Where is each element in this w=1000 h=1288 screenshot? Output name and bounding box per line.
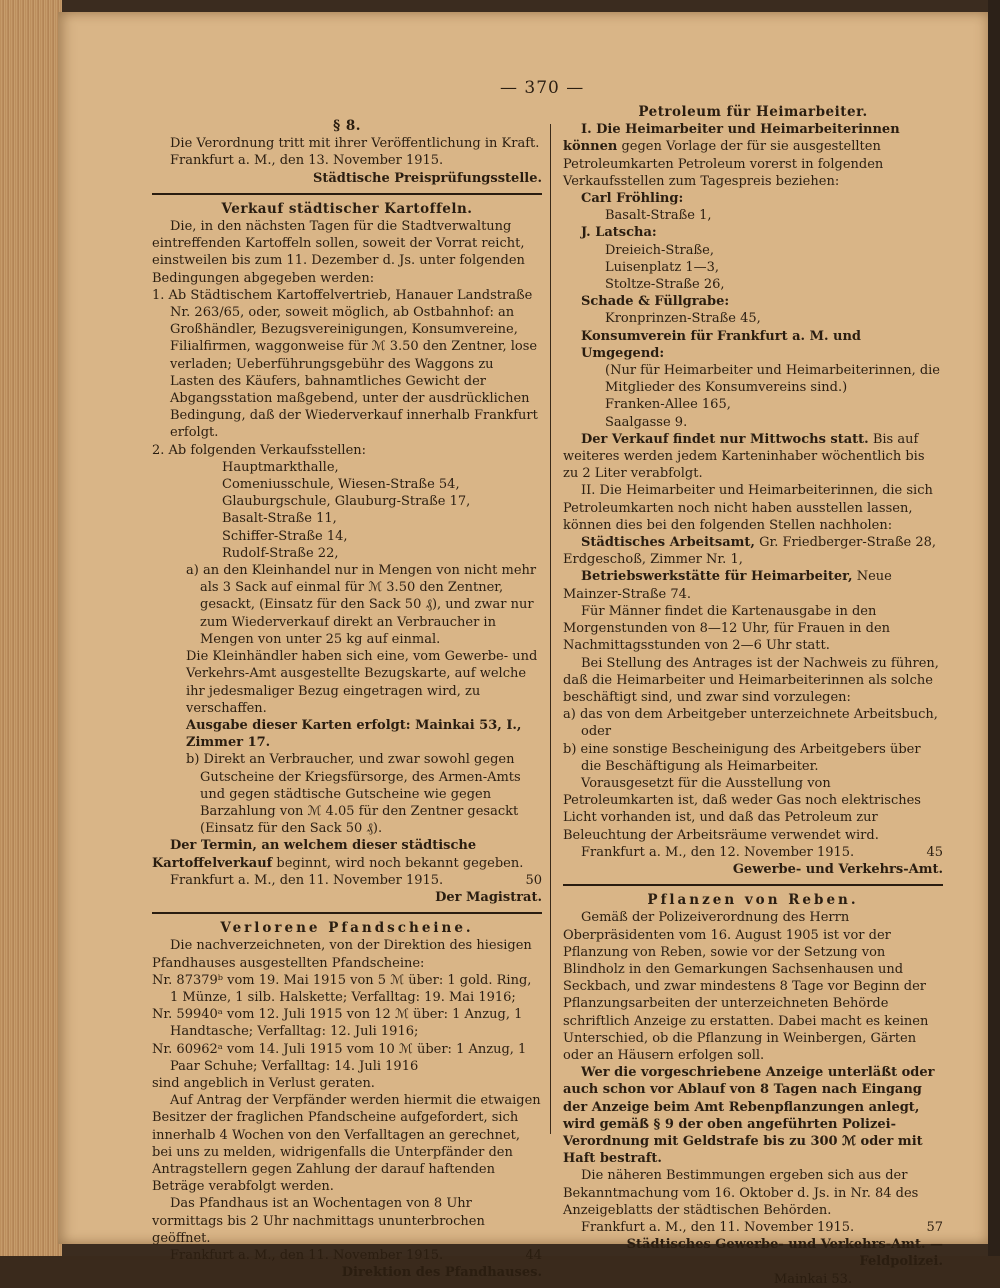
section-8-place-date: Frankfurt a. M., den 13. November 1915. [170,153,444,169]
petroleum-firm: Schade & Füllgrabe: [581,294,730,310]
kartoffeln-footer [152,872,542,889]
petroleum-option-a: a) das von dem Arbeitgeber unterzeichnete Arbeitsbuch, [563,707,938,723]
petroleum-firm: Carl Fröhling: [581,191,684,207]
petroleum-address: Saalgasse 9. [605,414,688,430]
kartoffeln-item-b: b) Direkt an Verbraucher, und zwar sowohl gegen Gutscheine der Kriegsfürsorge, des Armen-Amts und gegen städtische Gutscheine wie gegen Barzahlung von ℳ 4.05 für den Zentner gesackt (Einsatz für den Sack 50 ₰). [186,752,521,837]
petroleum-p1-rest: gegen Vorlage der für sie ausgestellten Petroleumkarten Petroleum vorerst in folgenden Verkaufsstellen zum Tagespreis beziehen: [563,139,884,189]
reben-place-date: Frankfurt a. M., den 11. November 1915. [581,1220,855,1235]
petroleum-p1-bold: I. Die Heimarbeiter und Heimarbeiterinnen können [563,122,900,155]
petroleum-stelle1-bold: Städtisches Arbeitsamt, [581,535,755,551]
pfandscheine-intro: Die nachverzeichneten, von der Direktion des hiesigen Pfandhauses ausgestellten Pfandscheine: [152,938,532,971]
petroleum-address: Luisenplatz 1—3, [605,259,720,275]
verkaufsstelle: Comeniusschule, Wiesen-Straße 54, [222,477,460,493]
scan-right-border [988,0,1000,1256]
pfandschein-entry: Nr. 60962ᵃ vom 14. Juli 1915 vom 10 ℳ über: 1 Anzug, 1 Paar Schuhe; Verfalltag: 14. Juli 1916 [152,1041,527,1074]
pfandscheine-antrag: Auf Antrag der Verpfänder werden hiermit die etwaigen Besitzer der fraglichen Pfandscheine aufgefordert, sich innerhalb 4 Wochen von den Verfalltagen an gerechnet, bei uns zu melden, widrigenfalls die Unterpfänder den Antragstellern gegen Zahlung der darauf haftenden Beträge verabfolgt werden. [152,1093,541,1195]
kartoffeln-place-date: Frankfurt a. M., den 11. November 1915. [170,872,444,888]
petroleum-address: (Nur für Heimarbeiter und Heimarbeiterinnen, die Mitglieder des Konsumvereins sind.) [605,363,941,396]
reben-footer [563,1219,943,1236]
verkaufsstelle: Schiffer-Straße 14, [222,528,348,544]
page-number: — 370 — [500,78,585,98]
kartoffeln-item-a-note: Die Kleinhändler haben sich eine, vom Gewerbe- und Verkehrs-Amt ausgestellte Bezugskarte, auf welche ihr jedesmaliger Bezug eingetragen wird, zu verschaffen. [186,649,538,716]
reben-p3: Die näheren Bestimmungen ergeben sich aus der Bekanntmachung vom 16. Oktober d. Js. in Nr. 84 des Anzeigeblatts der städtischen Behörden. [563,1168,919,1218]
column-divider [550,124,551,1134]
right-column [563,104,943,1288]
petroleum-signature: Gewerbe- und Verkehrs-Amt. [732,861,943,877]
kartoffeln-signature: Der Magistrat. [435,889,542,905]
petroleum-mittwochs-rest: Bis auf weiteres werden jedem Karteninhaber wöchentlich bis zu 2 Liter verabfolgt. [563,431,925,482]
petroleum-number: 45 [926,844,943,860]
petroleum-address: Stoltze-Straße 26, [605,277,725,293]
pfandschein-entry: Nr. 87379ᵇ vom 19. Mai 1915 von 5 ℳ über: 1 gold. Ring, 1 Münze, 1 silb. Halskette; Verfalltag: 19. Mai 1916; [152,972,532,1005]
petroleum-place-date: Frankfurt a. M., den 12. November 1915. [581,844,855,860]
kartoffeln-termin-rest: beginnt, wird noch bekannt gegeben. [276,855,524,871]
kartoffeln-item-1: 1. Ab Städtischem Kartoffelvertrieb, Hanauer Landstraße Nr. 263/65, oder, soweit möglich, ab Ostbahnhof: an Großhändler, Bezugsvereinigungen, Konsumvereine, Filialfirmen, waggonweise für ℳ 3.50 den Zentner, lose verladen; Ueberführungsgebühr des Waggons zu Lasten des Käufers, bahnamtliches Gewicht der Abgangsstation maßgebend, unter der ausdrücklichen Bedingung, daß der Wiederverkauf innerhalb Frankfurt erfolgt. [152,287,538,441]
pfandscheine-offen: Das Pfandhaus ist an Wochentagen von 8 Uhr vormittags bis 2 Uhr nachmittags ununterbrochen geöffnet. [152,1196,485,1246]
verkaufsstelle: Rudolf-Straße 22, [222,545,339,561]
petroleum-stelle2-rest: Neue Mainzer-Straße 74. [563,569,892,602]
reben-p2: Wer die vorgeschriebene Anzeige unterläßt oder auch schon vor Ablauf von 8 Tagen nach Eingang der Anzeige beim Amt Rebenpflanzungen anlegt, wird gemäß § 9 der oben angeführten Polizei-Verordnung mit Geldstrafe bis zu 300 ℳ oder mit Haft bestraft. [563,1065,935,1167]
pfandscheine-lost: sind angeblich in Verlust geraten. [152,1075,375,1091]
pfandschein-entry: Nr. 59940ᵃ vom 12. Juli 1915 von 12 ℳ über: 1 Anzug, 1 Handtasche; Verfalltag: 12. Juli 1916; [152,1007,523,1040]
section-8-text: Die Verordnung tritt mit ihrer Veröffentlichung in Kraft. [170,136,540,152]
section-8-title: § 8. [333,118,361,134]
verkaufsstelle: Hauptmarkthalle, [222,459,339,475]
left-column [152,118,542,1281]
book-page-edges [0,0,62,1256]
petroleum-p2: II. Die Heimarbeiter und Heimarbeiterinnen, die sich Petroleumkarten noch nicht haben ausstellen lassen, können dies bei den folgenden Stellen nachholen: [563,483,933,533]
kartoffeln-intro: Die, in den nächsten Tagen für die Stadtverwaltung eintreffenden Kartoffeln sollen, soweit der Vorrat reicht, einstweilen bis zum 11. Dezember d. Js. unter folgenden Bedingungen abgegeben werden: [152,219,525,286]
kartoffeln-item-a-karten: Ausgabe dieser Karten erfolgt: Mainkai 53, I., Zimmer 17. [186,717,522,751]
reben-signature: Städtisches Gewerbe- und Verkehrs-Amt. — Feldpolizei. [626,1237,943,1270]
kartoffeln-number: 50 [525,872,542,888]
petroleum-address: Franken-Allee 165, [605,397,731,413]
reben-title: Pflanzen von Reben. [647,892,859,909]
petroleum-firm: J. Latscha: [581,225,657,241]
petroleum-zeiten: Für Männer findet die Kartenausgabe in den Morgenstunden von 8—12 Uhr, für Frauen in den Nachmittagsstunden von 2—6 Uhr statt. [563,603,891,654]
verkaufsstelle: Basalt-Straße 11, [222,511,337,527]
petroleum-address: Basalt-Straße 1, [605,208,712,224]
petroleum-address: Kronprinzen-Straße 45, [605,311,761,327]
petroleum-address: Dreieich-Straße, [605,242,714,258]
kartoffeln-item-a: a) an den Kleinhandel nur in Mengen von nicht mehr als 3 Sack auf einmal für ℳ 3.50 den Zentner, gesackt, (Einsatz für den Sack 50 ₰), und zwar nur zum Wiederverkauf direkt an Verbraucher in Mengen von unter 25 kg auf einmal. [186,563,537,647]
petroleum-option-b: b) eine sonstige Bescheinigung des Arbeitgebers über die Beschäftigung als Heimarbeiter. [563,741,921,774]
verkaufsstelle: Glauburgschule, Glauburg-Straße 17, [222,494,471,510]
petroleum-nachweis: Bei Stellung des Antrages ist der Nachweis zu führen, daß die Heimarbeiter und Heimarbeiterinnen als solche beschäftigt sind, und zwar sind vorzulegen: [563,655,939,705]
kartoffeln-title: Verkauf städtischer Kartoffeln. [221,200,473,217]
pfandscheine-number: 44 [525,1248,542,1263]
reben-number: 57 [926,1220,943,1235]
divider [152,193,542,195]
pfandscheine-place-date: Frankfurt a. M., den 11. November 1915. [170,1248,444,1263]
pfandscheine-signature: Direktion des Pfandhauses. [341,1265,542,1281]
kartoffeln-item-2: 2. Ab folgenden Verkaufsstellen: [152,442,367,458]
divider [563,884,943,886]
kartoffeln-termin-bold: Der Termin, an welchem dieser städtische Kartoffelverkauf [152,838,477,871]
reben-address: Mainkai 53. [773,1271,853,1287]
petroleum-oder: oder [581,724,612,740]
reben-p1: Gemäß der Polizeiverordnung des Herrn Oberpräsidenten vom 16. August 1905 ist vor der Pflanzung von Reben, sowie vor der Setzung von Blindholz in den Gemarkungen Sachsenhausen und Seckbach, und zwar mindestens 8 Tage vor Beginn der Pflanzungsarbeiten der unterzeichneten Behörde schriftlich Anzeige zu erstatten. Dabei macht es keinen Unterschied, ob die Pflanzung in Weinbergen, Gärten oder an Häusern erfolgen soll. [563,910,929,1063]
petroleum-mittwochs-bold: Der Verkauf findet nur Mittwochs statt. [581,431,869,447]
petroleum-stelle1-rest: Gr. Friedberger-Straße 28, Erdgeschoß, Zimmer Nr. 1, [563,535,937,568]
pfandscheine-title: Verlorene Pfandscheine. [220,920,474,937]
petroleum-footer [563,844,943,861]
petroleum-title: Petroleum für Heimarbeiter. [638,104,868,120]
section-8-signature: Städtische Preisprüfungsstelle. [312,170,542,186]
petroleum-voraus: Vorausgesetzt für die Ausstellung von Petroleumkarten ist, daß weder Gas noch elektrisches Licht vorhanden ist, und daß das Petroleum zur Beleuchtung der Arbeitsräume verwendet wird. [563,775,921,843]
petroleum-firm: Konsumverein für Frankfurt a. M. und Umgegend: [581,328,862,361]
petroleum-stelle2-bold: Betriebswerkstätte für Heimarbeiter, [581,569,853,585]
divider [152,912,542,914]
